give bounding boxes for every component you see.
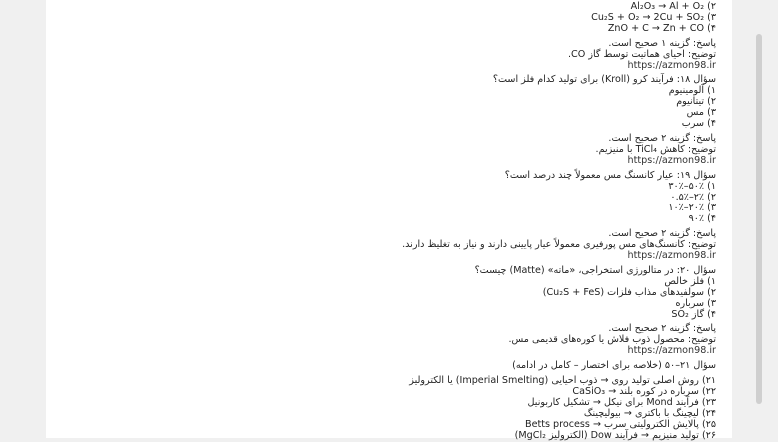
scrollbar-thumb[interactable] [756,34,762,404]
text-line: ۴) ZnO + C → Zn + CO [607,22,716,34]
source-link[interactable]: https://azmon98.ir [627,250,716,262]
text-line: ۱) آلومینیوم [668,85,716,97]
text-line: ۳) مس [686,107,716,119]
text-line: ۲۴) لیچینگ با باکتری → بیولیچینگ [583,407,716,419]
text-line: ۳) ۲۰٪–۱۰٪ [668,202,716,214]
text-line: سؤال ۱۹: عیار کانسنگ مس معمولاً چند درصد است؟ [504,169,716,181]
text-line: سؤال ۲۱–۵۰ (خلاصه برای اختصار – کامل در ادامه) [512,360,716,372]
text-line: ۱) فلز خالص [664,275,716,287]
text-line: ۲) Al₂O₃ → Al + O₂ [630,1,716,12]
text-line: پاسخ: گزینه ۲ صحیح است. [608,132,716,144]
text-line: ۲) سولفیدهای مذاب فلزات (Cu₂S + FeS) [542,286,716,298]
text-line: سؤال ۲۰: در متالورژی استخراجی، «ماته» (Matte) چیست؟ [474,264,716,276]
text-line: ۳) سرباره [675,297,716,309]
text-line: ۲) ۲٪–۰.۵٪ [670,191,716,203]
source-link[interactable]: https://azmon98.ir [627,59,716,71]
text-line: ۲۶) تولید منیزیم → فرآیند Dow (الکترولیز MgCl₂) [514,429,716,441]
text-line: ۳) Cu₂S + O₂ → 2Cu + SO₂ [591,11,716,23]
text-line: ۲۳) فرآیند Mond برای نیکل → تشکیل کاربونیل [527,396,716,408]
text-line: پاسخ: گزینه ۲ صحیح است. [608,323,716,335]
text-line: پاسخ: گزینه ۲ صحیح است. [608,228,716,240]
text-line: توضیح: کاهش TiCl₄ با منیزیم. [595,143,716,155]
text-line: ۴) سرب [681,118,716,130]
text-line: سؤال ۱۸: فرآیند کرو (Kroll) برای تولید کدام فلز است؟ [492,74,716,86]
document-text [56,2,716,442]
text-line: ۲۵) پالایش الکترولیتی سرب → Betts process [524,418,716,430]
text-line: پاسخ: گزینه ۱ صحیح است. [608,37,716,49]
text-line: ۱) ۵۰٪–۳۰٪ [668,180,716,192]
text-line: توضیح: احیای هماتیت توسط گاز CO. [567,48,716,60]
source-link[interactable]: https://azmon98.ir [627,345,716,357]
text-line: ۲۱) روش اصلی تولید روی → ذوب احیایی (Imperial Smelting) یا الکترولیز [409,375,716,387]
text-line: ۲) تیتانیوم [676,96,716,108]
source-link[interactable]: https://azmon98.ir [627,154,716,166]
text-line: توضیح: محصول ذوب فلاش یا کوره‌های قدیمی مس. [508,334,716,346]
text-line: ۴) گاز SO₂ [671,308,716,320]
text-line: ۴) ۹۰٪ [688,213,716,225]
text-line: ۲۲) سرباره در کوره بلند → CaSiO₃ [572,386,716,397]
scrollbar-track[interactable] [738,0,778,438]
text-line: توضیح: کانسنگ‌های مس پورفیری معمولاً عیار پایینی دارند و نیاز به تغلیظ دارند. [402,239,716,251]
document-page [46,0,732,441]
